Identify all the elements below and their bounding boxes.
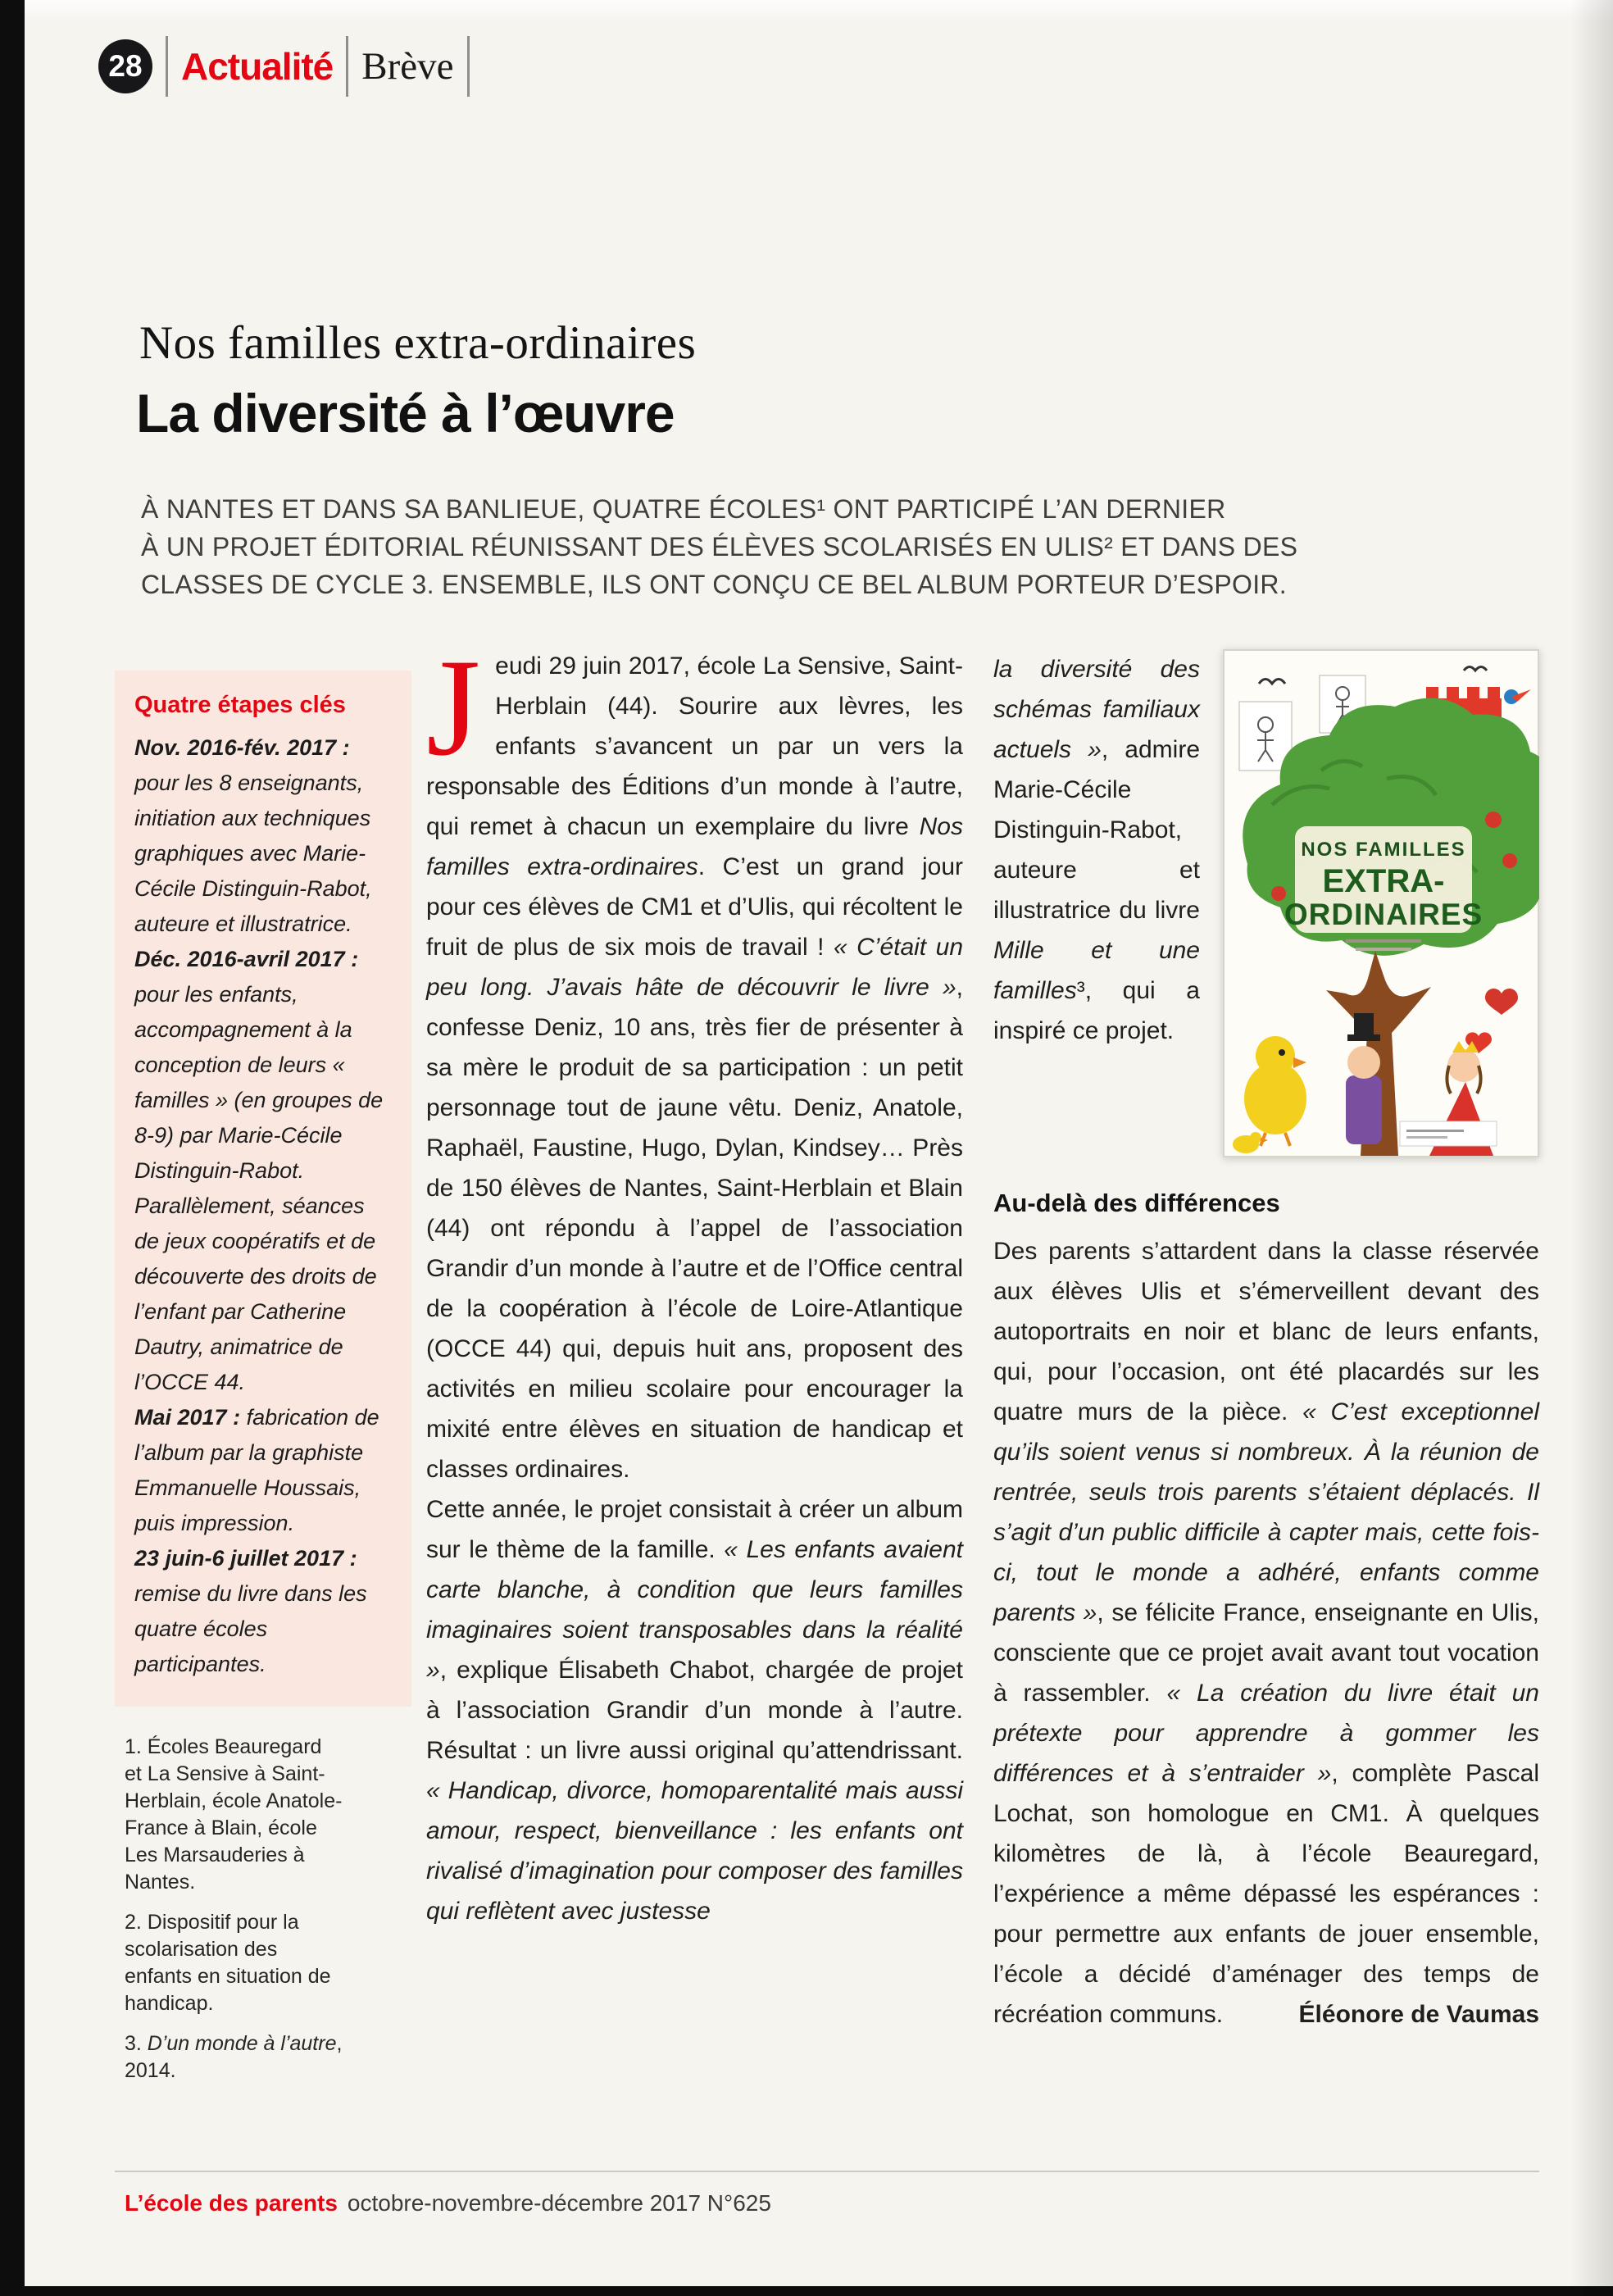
page-footer: [125, 2190, 771, 2216]
scan-edge-right: [1570, 0, 1613, 2296]
book-cover-title-line1: NOS FAMILLES: [1301, 839, 1466, 861]
key-step: [134, 1400, 392, 1541]
article-paragraph-1: [426, 630, 964, 1489]
key-step: [134, 1541, 392, 1682]
header-divider: [346, 36, 348, 97]
key-step-date: 23 juin-6 juillet 2017 :: [134, 1546, 357, 1571]
main-column: [426, 630, 964, 1931]
article-standfirst: [141, 490, 1534, 603]
right-column: [993, 649, 1539, 2035]
key-step: [134, 730, 392, 942]
publisher-imprint-box: [1400, 1121, 1497, 1146]
section-label: Actualité: [181, 45, 334, 88]
header-divider: [166, 36, 168, 97]
key-steps-title: Quatre étapes clés: [134, 692, 346, 718]
page-header: [98, 34, 483, 98]
footer-divider: [115, 2171, 1539, 2172]
key-step-date: Mai 2017 :: [134, 1405, 247, 1430]
footnotes: [125, 1734, 344, 2098]
scan-edge-top: [0, 0, 1613, 21]
key-step-text: fabrication de l’album par la graphiste Emmanuelle Houssais, puis impression.: [134, 1405, 379, 1535]
paragraph-text: Des parents s’attardent dans la classe réservée aux élèves Ulis et s’émerveillent devant des autoportraits en noir et blanc de leurs enfants, qui, pour l’occasion, ont été placardés sur les quatre murs de la pièce. « C’est exceptionnel qu’ils soient venus si nombreux. À la réunion de rentrée, seuls trois parents s’étaient déplacés. Il s’agit d’un public difficile à capter mais, cette fois-ci, tout le monde a adhéré, enfants comme parents », se félicite France, enseignante en Ulis, consciente que ce projet avait avant tout vocation à rassembler. « La création du livre était un prétexte pour apprendre à gommer les différences et à s’entraider », complète Pascal Lochat, son homologue en CM1. À quelques kilomètres de là, à l’école Beauregard, l’expérience a même dépassé les espérances : pour permettre aux enfants de jouer ensemble, l’école a décidé d’aménager des temps de récréation communs.: [993, 1238, 1539, 2028]
footnote-3: 3. D’un monde à l’autre, 2014.: [125, 2032, 343, 2082]
article-paragraph-2: Cette année, le projet consistait à créer un album sur le thème de la famille. « Les enfants avaient carte blanche, à condition que leurs familles imaginaires soient transposables dans la réalité », explique Élisabeth Chabot, chargée de projet à l’association Grandir d’un monde à l’autre. Résultat : un livre aussi original qu’attendrissant. « Handicap, divorce, homoparentalité mais aussi amour, respect, bienveillance : les enfants ont rivalisé d’imagination pour composer des familles qui reflètent avec justesse: [426, 1496, 963, 1925]
footnote-2: 2. Dispositif pour la scolarisation des enfants en situation de handicap.: [125, 1911, 331, 2015]
paragraph-text: eudi 29 juin 2017, école La Sensive, Saint-Herblain (44). Sourire aux lèvres, les enfants s’avancent un par un vers la responsable des Éditions d’un monde à l’autre, qui remet à chacun un exemplaire du livre Nos familles extra-ordinaires. C’est un grand jour pour ces élèves de CM1 et d’Ulis, qui récoltent le fruit de plus de six mois de travail ! « C’était un peu long. J’avais hâte de découvrir le livre », confesse Deniz, 10 ans, très fier de présenter à sa mère le produit de sa participation : un petit personnage tout de jaune vêtu. Deniz, Anatole, Raphaël, Faustine, Hugo, Dylan, Kindsey… Près de 150 élèves de Nantes, Saint-Herblain et Blain (44) ont répondu à l’appel de l’association Grandir d’un monde à l’autre et de l’Office central de la coopération à l’école de Loire-Atlantique (OCCE 44) qui, depuis huit ans, proposent des activités en milieu scolaire pour encourager la mixité entre élèves en situation de handicap et classes ordinaires.: [426, 652, 964, 1483]
key-steps-box: [115, 671, 411, 1707]
book-cover-title-line2: EXTRA-: [1322, 863, 1445, 899]
key-step-text: remise du livre dans les quatre écoles participantes.: [134, 1581, 367, 1676]
key-step-text: pour les 8 enseignants, initiation aux techniques graphiques avec Marie-Cécile Distinguin-Rabot, auteure et illustratrice.: [134, 771, 372, 936]
magazine-name: L’école des parents: [125, 2190, 338, 2216]
article-kicker: Nos familles extra-ordinaires: [139, 317, 697, 369]
section-sublabel: Brève: [361, 45, 454, 88]
scan-edge-bottom: [0, 2286, 1613, 2296]
key-step: [134, 942, 392, 1400]
book-cover-image: [1223, 649, 1539, 1157]
book-cover-illustration: [1223, 649, 1539, 1157]
section-heading: Au-delà des différences: [993, 1189, 1280, 1217]
header-divider: [467, 36, 470, 97]
standfirst-line: CLASSES DE CYCLE 3. ENSEMBLE, ILS ONT CONÇU CE BEL ALBUM PORTEUR D’ESPOIR.: [141, 570, 1287, 599]
book-cover-title-line3: ORDINAIRES: [1284, 898, 1484, 931]
standfirst-line: À NANTES ET DANS SA BANLIEUE, QUATRE ÉCOLES¹ ONT PARTICIPÉ L’AN DERNIER: [141, 494, 1226, 524]
right-top-row: [993, 649, 1539, 1157]
standfirst-line: À UN PROJET ÉDITORIAL RÉUNISSANT DES ÉLÈVES SCOLARISÉS EN ULIS² ET DANS DES: [141, 532, 1298, 561]
scan-edge-left: [0, 0, 25, 2296]
author-byline: Éléonore de Vaumas: [1298, 2001, 1539, 2028]
issue-info: octobre-novembre-décembre 2017 N°625: [347, 2190, 771, 2216]
article-paragraph-3: la diversité des schémas familiaux actuels », admire Marie-Cécile Distinguin-Rabot, auteure et illustratrice du livre Mille et une familles³, qui a inspiré ce projet.: [993, 656, 1201, 1044]
dropcap-letter: J: [426, 630, 481, 784]
key-step-text: pour les enfants, accompagnement à la conception de leurs « familles » (en groupes de 8-9) par Marie-Cécile Distinguin-Rabot. Parallèlement, séances de jeux coopératifs et de découverte des droits de l’enfant par Catherine Dautry, animatrice de l’OCCE 44.: [134, 982, 384, 1394]
page-number-badge: 28: [98, 39, 152, 93]
key-step-date: Déc. 2016-avril 2017 :: [134, 947, 359, 971]
article-title: La diversité à l’œuvre: [136, 383, 675, 443]
article-paragraph-4: [993, 1231, 1539, 2035]
footnote-1: 1. Écoles Beauregard et La Sensive à Saint-Herblain, école Anatole-France à Blain, école Les Marsauderies à Nantes.: [125, 1735, 343, 1894]
key-step-date: Nov. 2016-fév. 2017 :: [134, 735, 350, 760]
